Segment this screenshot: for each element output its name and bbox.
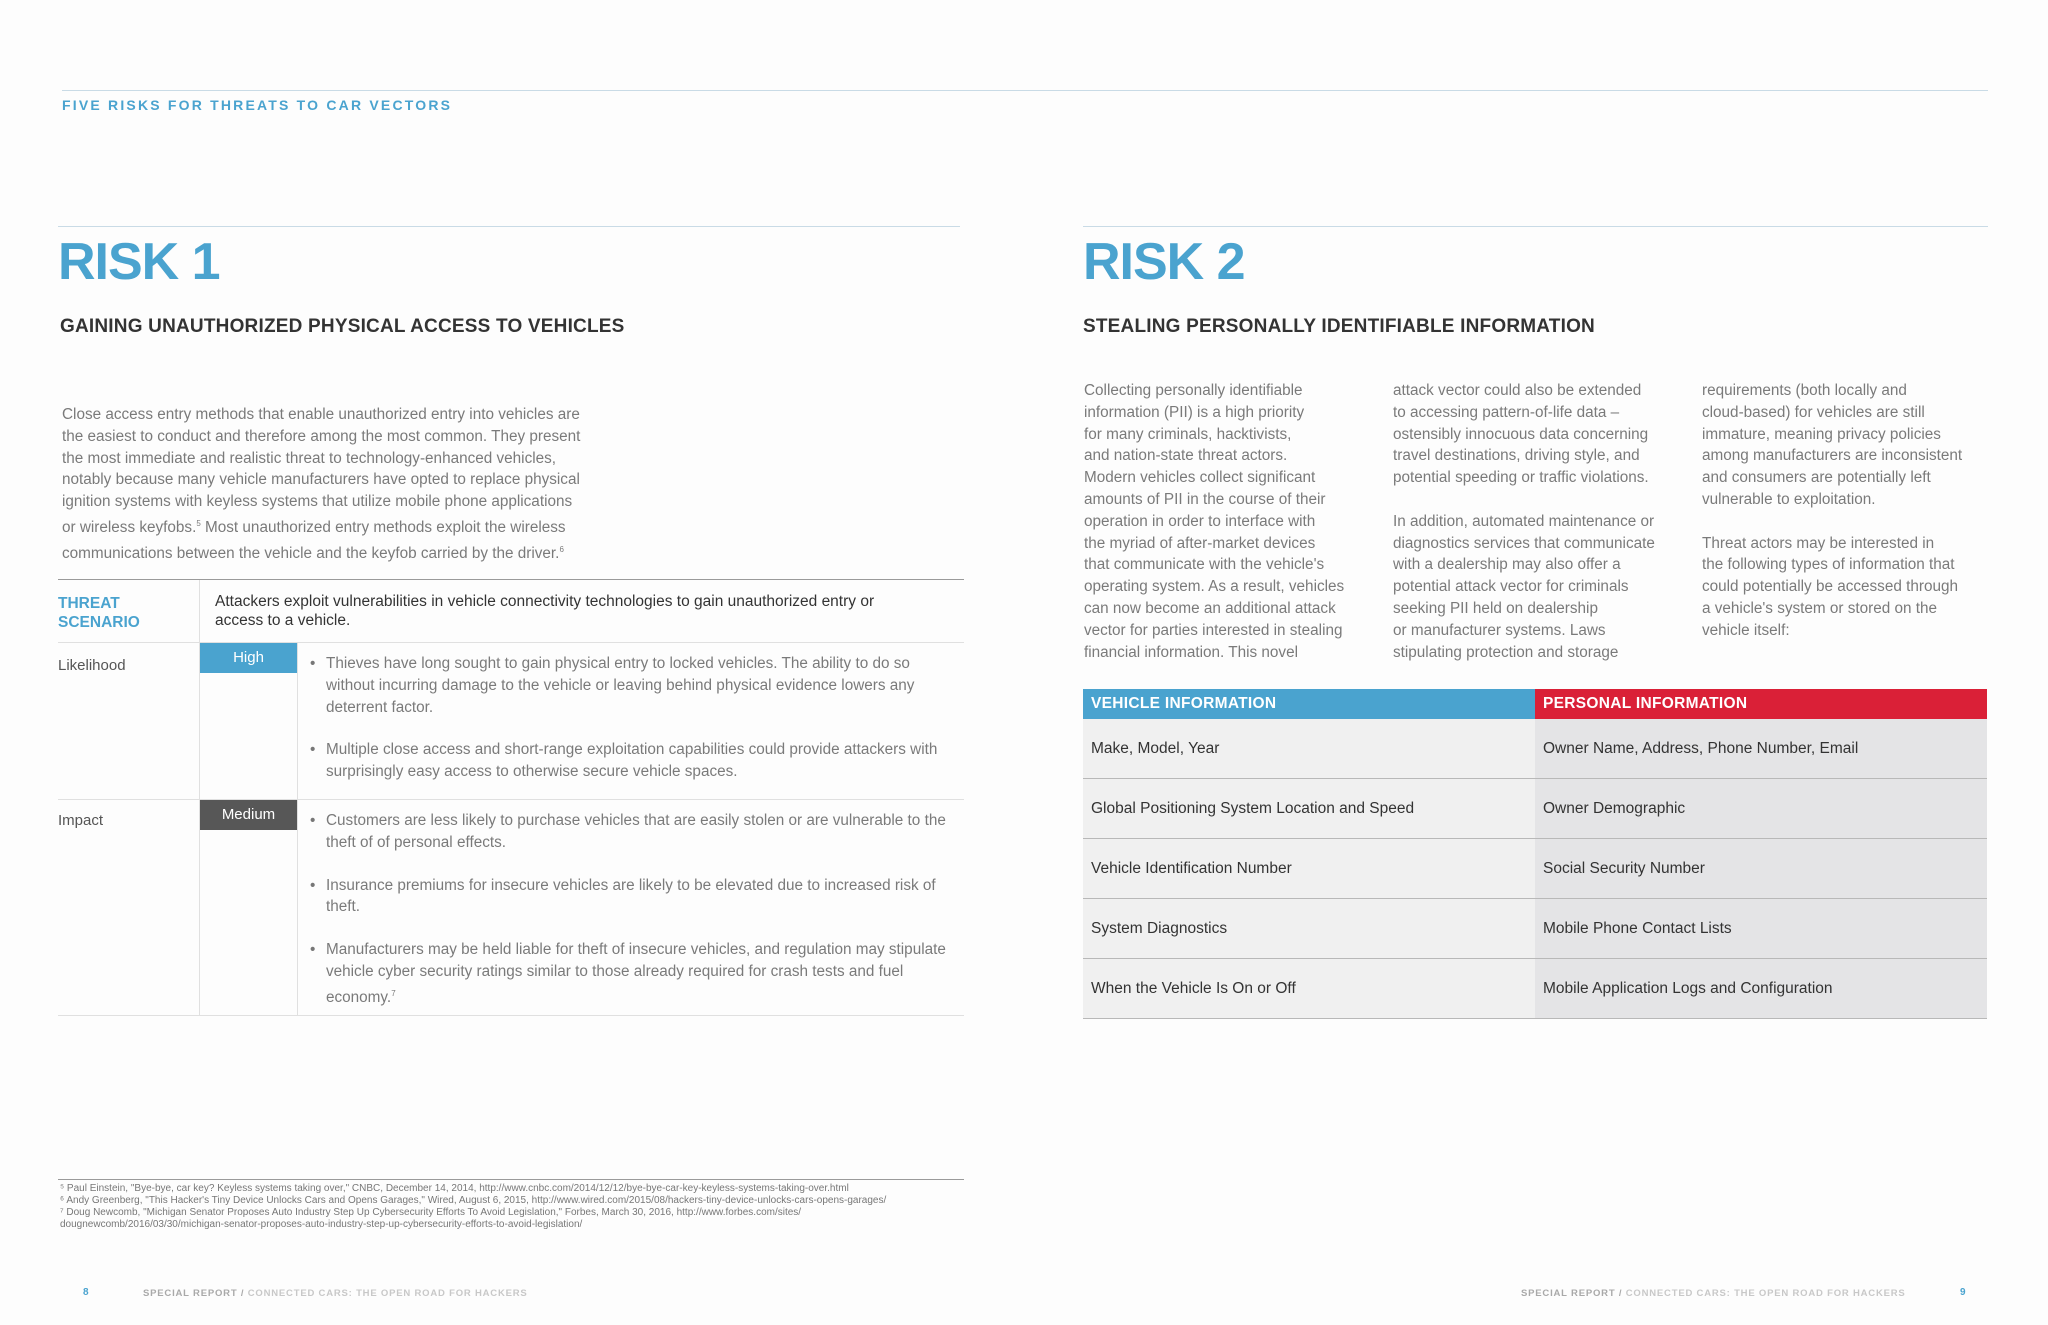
table-cell: Owner Name, Address, Phone Number, Email [1535, 719, 1987, 778]
footnote-mark: 6 [559, 544, 564, 554]
bullet-item: • Thieves have long sought to gain physical entry to locked vehicles. The ability to do so without incurring damage to the vehicle or leaving behind physical evidence lowers any deterrent factor. [310, 653, 960, 718]
footnotes [60, 1183, 960, 1231]
table-cell: When the Vehicle Is On or Off [1083, 959, 1535, 1018]
likelihood-label: Likelihood [58, 657, 126, 674]
footnote-rule [58, 1179, 964, 1180]
table-cell: Social Security Number [1535, 839, 1987, 898]
intro-line [62, 539, 682, 565]
table-row [1083, 779, 1987, 839]
col-line: cloud-based) for vehicles are still [1702, 403, 1925, 421]
table-cell: Mobile Phone Contact Lists [1535, 899, 1987, 958]
intro-text: or wireless keyfobs. [62, 519, 197, 537]
col-line: attack vector could also be extended [1393, 382, 1642, 399]
col-line: amounts of PII in the course of their [1084, 490, 1326, 508]
intro-line: the easiest to conduct and therefore among the most common. They present [62, 427, 581, 445]
risk2-column-1 [1084, 380, 1384, 663]
risk1-rule [58, 226, 960, 227]
bullet-item: • Insurance premiums for insecure vehicles are likely to be elevated due to increased risk of theft. [310, 875, 960, 919]
col-line: and consumers are potentially left [1702, 469, 1931, 487]
bullet-item: • Multiple close access and short-range exploitation capabilities could provide attackers with surprisingly easy access to otherwise secure vehicle spaces. [310, 739, 960, 783]
impact-badge: Medium [200, 800, 297, 830]
header-vehicle-information: VEHICLE INFORMATION [1083, 689, 1535, 719]
col-line: requirements (both locally and [1702, 382, 1907, 399]
impact-row [58, 800, 964, 1016]
intro-text: Most unauthorized entry methods exploit the wireless [200, 519, 566, 537]
likelihood-badge: High [200, 643, 297, 673]
col-line: with a dealership may also offer a [1393, 556, 1621, 574]
col-line: can now become an additional attack [1084, 599, 1336, 617]
impact-label: Impact [58, 812, 104, 829]
col-line: financial information. This novel [1084, 643, 1298, 661]
footer-report-title: CONNECTED CARS: THE OPEN ROAD FOR HACKERS [1622, 1288, 1906, 1299]
risk2-column-3 [1702, 380, 1992, 642]
footnote-mark: 5 [196, 518, 201, 528]
intro-text: communications between the vehicle and the keyfob carried by the driver. [62, 544, 560, 562]
col-line: diagnostics services that communicate [1393, 534, 1655, 552]
table-cell: System Diagnostics [1083, 899, 1535, 958]
col-line: to accessing pattern-of-life data – [1393, 403, 1620, 421]
footer-report-label: SPECIAL REPORT / [143, 1288, 245, 1299]
table-row [1083, 839, 1987, 899]
page-number-left: 8 [83, 1287, 89, 1298]
column-divider [297, 800, 298, 1015]
col-line: a vehicle's system or stored on the [1702, 599, 1938, 617]
information-table [1083, 689, 1987, 1019]
table-row [1083, 959, 1987, 1019]
col-line: travel destinations, driving style, and [1393, 447, 1640, 465]
intro-line: ignition systems with keyless systems that utilize mobile phone applications [62, 493, 573, 511]
risk2-title: RISK 2 [1083, 233, 1245, 291]
col-line: operating system. As a result, vehicles [1084, 578, 1345, 596]
col-line: or manufacturer systems. Laws [1393, 621, 1606, 639]
col-line: stipulating protection and storage [1393, 643, 1619, 661]
col-line: vulnerable to exploitation. [1702, 490, 1876, 508]
col-line: information (PII) is a high priority [1084, 403, 1305, 421]
risk1-title: RISK 1 [58, 233, 220, 291]
scenario-label [58, 594, 198, 632]
footnote: ⁵ Paul Einstein, "Bye-bye, car key? Keyless systems taking over," CNBC, December 14, 2014, http://www.cnbc.com/2014/12/12/bye-bye-car-key-keyless-systems-taking-over.html [60, 1183, 849, 1194]
table-cell: Owner Demographic [1535, 779, 1987, 838]
intro-line: the most immediate and realistic threat to technology-enhanced vehicles, [62, 449, 557, 467]
section-label: FIVE RISKS FOR THREATS TO CAR VECTORS [62, 97, 453, 113]
col-line [1393, 489, 1693, 511]
intro-line: notably because many vehicle manufacturers have opted to replace physical [62, 471, 580, 489]
footer-report-label: SPECIAL REPORT / [1521, 1288, 1623, 1299]
col-line: potential attack vector for criminals [1393, 578, 1629, 596]
footnote-mark: 7 [391, 988, 396, 998]
table-cell: Make, Model, Year [1083, 719, 1535, 778]
col-line: and nation-state threat actors. [1084, 447, 1288, 465]
scenario-label-line: THREAT [58, 595, 120, 612]
table-row [1083, 719, 1987, 779]
scenario-label-line: SCENARIO [58, 614, 140, 631]
information-table-header [1083, 689, 1987, 719]
likelihood-row [58, 643, 964, 800]
col-line: In addition, automated maintenance or [1393, 512, 1655, 530]
col-line: immature, meaning privacy policies [1702, 425, 1941, 443]
col-line: seeking PII held on dealership [1393, 599, 1598, 617]
table-cell: Global Positioning System Location and Speed [1083, 779, 1535, 838]
footer-right [1521, 1288, 1906, 1299]
col-line: operation in order to interface with [1084, 512, 1316, 530]
col-line: Threat actors may be interested in [1702, 534, 1935, 552]
page-number-right: 9 [1960, 1287, 1966, 1298]
footnote: ⁷ Doug Newcomb, "Michigan Senator Proposes Auto Industry Step Up Cybersecurity Efforts To Avoid Legislation," Forbes, March 30, 2016, http://www.forbes.com/sites/ [60, 1207, 802, 1218]
col-line: the following types of information that [1702, 556, 1955, 574]
intro-line: Close access entry methods that enable unauthorized entry into vehicles are [62, 406, 580, 423]
column-divider [297, 643, 298, 799]
table-row [1083, 899, 1987, 959]
col-line: among manufacturers are inconsistent [1702, 447, 1963, 465]
table-cell: Vehicle Identification Number [1083, 839, 1535, 898]
risk1-intro [62, 404, 682, 565]
top-rule [62, 90, 1988, 91]
col-line: that communicate with the vehicle's [1084, 556, 1325, 574]
col-line: ostensibly innocuous data concerning [1393, 425, 1649, 443]
col-line: potential speeding or traffic violations. [1393, 469, 1649, 487]
scenario-text-line: Attackers exploit vulnerabilities in vehicle connectivity technologies to gain unauthorized entry or [215, 593, 875, 610]
col-line: vehicle itself: [1702, 621, 1790, 639]
scenario-text-line: access to a vehicle. [215, 612, 351, 629]
col-line: for many criminals, hacktivists, [1084, 425, 1292, 443]
bullet-text: Manufacturers may be held liable for theft of insecure vehicles, and regulation may stipulate vehicle cyber security ratings similar to those already required for crash tests and fuel economy. [326, 941, 946, 1006]
col-line: vector for parties interested in stealing [1084, 621, 1343, 639]
footer-left [143, 1288, 528, 1299]
scenario-row [58, 579, 964, 643]
intro-line [62, 513, 682, 539]
col-line: the myriad of after-market devices [1084, 534, 1316, 552]
bullet-item: • Customers are less likely to purchase vehicles that are easily stolen or are vulnerable to the theft of of personal effects. [310, 810, 960, 854]
header-personal-information: PERSONAL INFORMATION [1535, 689, 1987, 719]
risk2-rule [1083, 226, 1988, 227]
column-divider [199, 580, 200, 642]
risk1-threat-table [58, 579, 964, 1016]
col-line: could potentially be accessed through [1702, 578, 1958, 596]
likelihood-bullets [310, 653, 960, 804]
col-line: Collecting personally identifiable [1084, 382, 1303, 399]
risk2-subtitle: STEALING PERSONALLY IDENTIFIABLE INFORMATION [1083, 316, 1595, 337]
col-line: Modern vehicles collect significant [1084, 469, 1316, 487]
risk2-column-2 [1393, 380, 1693, 663]
bullet-item [310, 939, 960, 1008]
footnote: dougnewcomb/2016/03/30/michigan-senator-proposes-auto-industry-step-up-cybersecurity-efforts-to-avoid-legislation/ [60, 1219, 583, 1230]
risk1-subtitle: GAINING UNAUTHORIZED PHYSICAL ACCESS TO VEHICLES [60, 316, 625, 337]
scenario-text [215, 592, 955, 630]
footer-report-title: CONNECTED CARS: THE OPEN ROAD FOR HACKERS [244, 1288, 528, 1299]
col-line [1702, 511, 1992, 533]
table-cell: Mobile Application Logs and Configuration [1535, 959, 1987, 1018]
impact-bullets [310, 810, 960, 1030]
column-divider [199, 800, 200, 1015]
footnote: ⁶ Andy Greenberg, "This Hacker's Tiny Device Unlocks Cars and Opens Garages," Wired, August 6, 2015, http://www.wired.com/2015/08/hackers-tiny-device-unlocks-cars-opens-garages/ [60, 1195, 887, 1206]
